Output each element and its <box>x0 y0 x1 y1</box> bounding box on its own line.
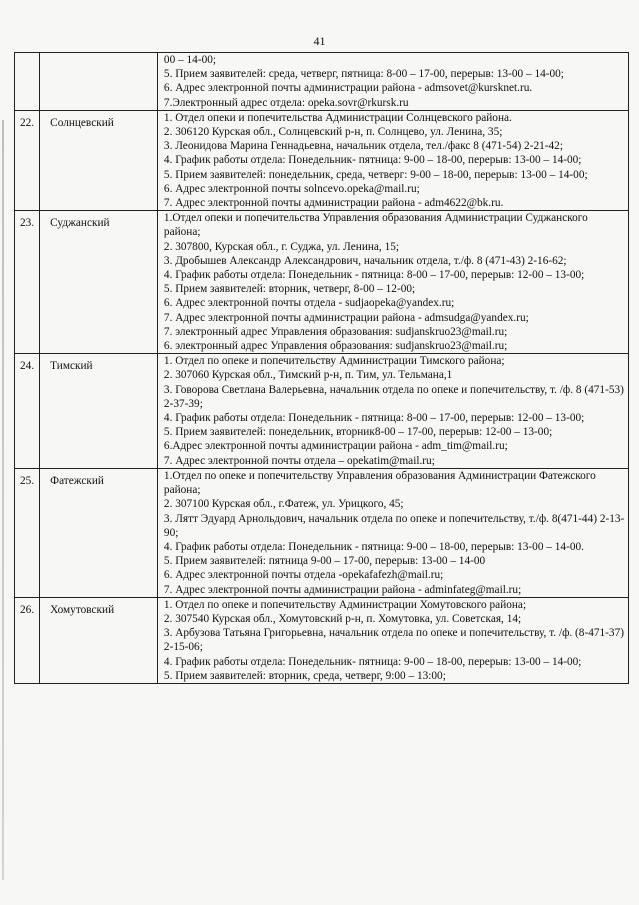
district-details <box>157 211 628 354</box>
detail-line: 5. Прием заявителей: вторник, четверг, 8-00 – 12-00; <box>163 283 416 296</box>
detail-line: 1. Отдел по опеке и попечительству Администрации Хомутовского района; <box>163 598 527 611</box>
table-row <box>15 110 629 210</box>
detail-line: 1. Отдел опеки и попечительства Администрации Солнцевского района. <box>163 111 512 124</box>
detail-line: 2. 307540 Курская обл., Хомутовский р-н, п. Хомутовка, ул. Советская, 14; <box>163 612 522 625</box>
detail-line: 7. Адрес электронной почты отдела – opekatim@mail.ru; <box>163 454 435 467</box>
detail-line: 3. Лятт Эдуард Арнольдович, начальник отдела по опеке и попечительству, т./ф. 8(471-44) 2-13-90; <box>163 512 625 539</box>
detail-line: 3. Дробышев Александр Александрович, начальник отдела, т./ф. 8 (471-43) 2-16-62; <box>163 254 567 267</box>
page-number: 41 <box>313 34 326 48</box>
detail-line: 4. График работы отдела: Понедельник - пятница: 8-00 – 17-00, перерыв: 12-00 – 13-00; <box>163 412 585 425</box>
detail-line: 6.Адрес электронной почты администрации района - adm_tim@mail.ru; <box>163 440 508 453</box>
row-number: 24. <box>15 354 40 469</box>
detail-line: 2. 307800, Курская обл., г. Суджа, ул. Ленина, 15; <box>163 240 400 253</box>
detail-line: 7. Адрес электронной почты администрации района - adminfateg@mail.ru; <box>163 583 522 596</box>
detail-line: 6. электронный адрес Управления образования: sudjanskruo23@mail.ru; <box>163 340 508 353</box>
detail-line: 4. График работы отдела: Понедельник - пятница: 9-00 – 18-00, перерыв: 13-00 – 14-00. <box>163 540 584 553</box>
detail-line: 5. Прием заявителей: среда, четверг, пятница: 8-00 – 17-00, перерыв: 13-00 – 14-00; <box>163 68 564 81</box>
district-details <box>157 468 628 597</box>
row-number: 22. <box>15 110 40 210</box>
district-details <box>157 597 628 683</box>
table-row <box>15 211 629 354</box>
detail-line: 3. Арбузова Татьяна Григорьевна, начальник отдела по опеке и попечительству, т. /ф. (8-471-37) 2-15-06; <box>163 627 624 654</box>
table-row <box>15 468 629 597</box>
detail-line: 7. электронный адрес Управления образования: sudjanskruo23@mail.ru; <box>163 325 508 338</box>
detail-line: 4. График работы отдела: Понедельник - пятница: 8-00 – 17-00, перерыв: 12-00 – 13-00; <box>163 269 585 282</box>
detail-line: 3. Леонидова Марина Геннадьевна, начальник отдела, тел./факс 8 (471-54) 2-21-42; <box>163 140 563 153</box>
detail-line: 7. Адрес электронной почты администрации района - admsudga@yandex.ru; <box>163 311 529 324</box>
row-number: 23. <box>15 211 40 354</box>
detail-line: 7. Адрес электронной почты администрации района - adm4622@bk.ru. <box>163 197 504 210</box>
detail-line: 1.Отдел по опеке и попечительству Управления образования Администрации Фатежского района; <box>163 469 596 497</box>
detail-line: 3. Говорова Светлана Валерьевна, начальник отдела по опеке и попечительству, т. /ф. 8 (471-53) 2-37-39; <box>163 383 624 410</box>
district-name: Хомутовский <box>40 597 158 683</box>
scan-edge-shadow <box>2 120 4 880</box>
row-number <box>15 53 40 111</box>
detail-line: 1. Отдел по опеке и попечительству Администрации Тимского района; <box>163 355 505 368</box>
detail-line: 2. 307100 Курская обл., г.Фатеж, ул. Урицкого, 45; <box>163 498 404 511</box>
detail-line: 6. Адрес электронной почты solncevo.opeka@mail.ru; <box>163 182 420 195</box>
district-name: Солнцевский <box>40 110 158 210</box>
table-row <box>15 53 629 111</box>
district-details <box>157 354 628 469</box>
detail-line: 5. Прием заявителей: пятница 9-00 – 17-00, перерыв: 13-00 – 14-00 <box>163 555 486 568</box>
district-details <box>157 110 628 210</box>
district-name: Тимский <box>40 354 158 469</box>
district-name: Фатежский <box>40 468 158 597</box>
district-name <box>40 53 158 111</box>
detail-line: 00 – 14-00; <box>163 54 217 66</box>
contacts-table-wrapper <box>14 52 629 684</box>
detail-line: 6. Адрес электронной почты отдела - sudjaopeka@yandex.ru; <box>163 297 455 310</box>
detail-line: 5. Прием заявителей: понедельник, среда, четверг: 9-00 – 18-00, перерыв: 13-00 – 14-00; <box>163 168 588 181</box>
detail-line: 5. Прием заявителей: понедельник, вторник8-00 – 17-00, перерыв: 12-00 – 13-00; <box>163 426 553 439</box>
district-name: Суджанский <box>40 211 158 354</box>
detail-line: 2. 307060 Курская обл., Тимский р-н, п. Тим, ул. Тельмана,1 <box>163 369 453 382</box>
detail-line: 5. Прием заявителей: вторник, среда, четверг, 9:00 – 13:00; <box>163 669 446 682</box>
detail-line: 6. Адрес электронной почты отдела -opekafafezh@mail.ru; <box>163 569 444 582</box>
detail-line: 4. График работы отдела: Понедельник- пятница: 9-00 – 18-00, перерыв: 13-00 – 14-00; <box>163 154 582 167</box>
table-body <box>15 53 629 684</box>
table-row <box>15 354 629 469</box>
detail-line: 2. 306120 Курская обл., Солнцевский р-н, п. Солнцево, ул. Ленина, 35; <box>163 126 503 139</box>
detail-line: 4. График работы отдела: Понедельник- пятница: 9-00 – 18-00, перерыв: 13-00 – 14-00; <box>163 655 582 668</box>
contacts-table <box>14 52 629 684</box>
table-row <box>15 597 629 683</box>
row-number: 26. <box>15 597 40 683</box>
detail-line: 6. Адрес электронной почты администрации района - admsovet@kursknet.ru. <box>163 82 533 95</box>
detail-line: 7.Электронный адрес отдела: opeka.sovr@rkursk.ru <box>163 96 409 109</box>
row-number: 25. <box>15 468 40 597</box>
detail-line: 1.Отдел опеки и попечительства Управления образования Администрации Суджанского района; <box>163 212 588 239</box>
district-details <box>157 53 628 111</box>
